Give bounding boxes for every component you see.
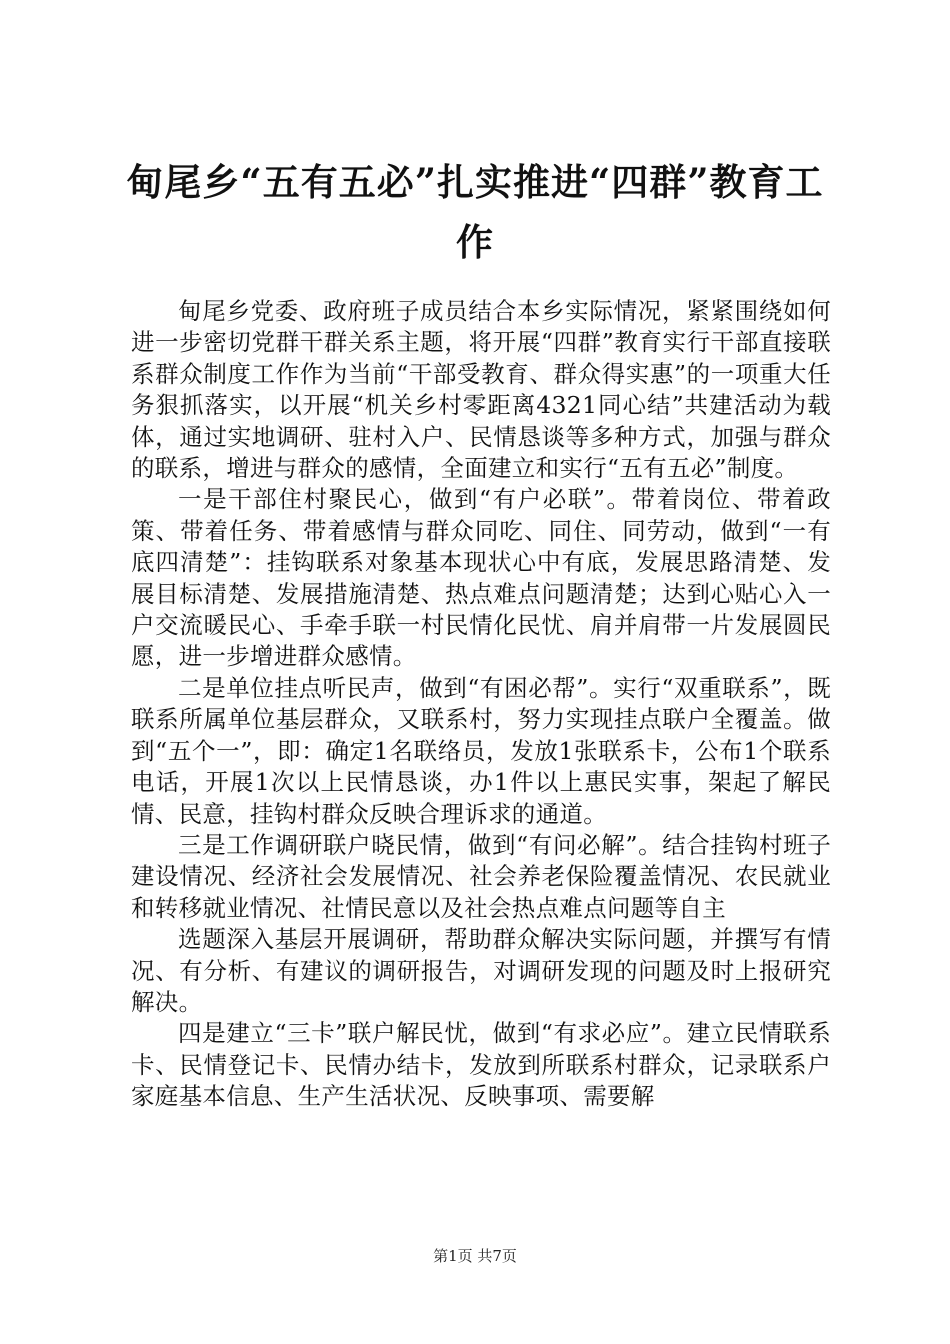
paragraph-intro: 甸尾乡党委、政府班子成员结合本乡实际情况，紧紧围绕如何进一步密切党群干群关系主题，将开展“四群”教育实行干部直接联系群众制度工作作为当前“干部受教育、群众得实惠”的一项重大任务狠抓落实，以开展“机关乡村零距离4321同心结”共建活动为载体，通过实地调研、驻村入户、民情恳谈等多种方式，加强与群众的联系，增进与群众的感情，全面建立和实行“五有五必”制度。	[131, 297, 831, 483]
page-number-footer: 第1页 共7页	[433, 1247, 517, 1265]
paragraph-point-two: 二是单位挂点听民声，做到“有困必帮”。实行“双重联系”，既联系所属单位基层群众，又联系村，努力实现挂点联户全覆盖。做到“五个一”，即：确定1名联络员，发放1张联系卡，公布1个联系电话，开展1次以上民情恳谈，办1件以上惠民实事，架起了解民情、民意，挂钩村群众反映合理诉求的通道。	[131, 673, 831, 828]
paragraph-point-three: 三是工作调研联户晓民情，做到“有问必解”。结合挂钩村班子建设情况、经济社会发展情况、社会养老保险覆盖情况、农民就业和转移就业情况、社情民意以及社会热点难点问题等自主	[131, 830, 831, 922]
paragraph-point-four: 四是建立“三卡”联户解民忧，做到“有求必应”。建立民情联系卡、民情登记卡、民情办结卡，发放到所联系村群众，记录联系户家庭基本信息、生产生活状况、反映事项、需要解	[131, 1019, 831, 1111]
document-body	[131, 296, 831, 1113]
paragraph-point-one: 一是干部住村聚民心，做到“有户必联”。带着岗位、带着政策、带着任务、带着感情与群众同吃、同住、同劳动，做到“一有底四清楚”：挂钩联系对象基本现状心中有底，发展思路清楚、发展目标清楚、发展措施清楚、热点难点问题清楚；达到心贴心入一户交流暖民心、手牵手联一村民情化民忧、肩并肩带一片发展圆民愿，进一步增进群众感情。	[131, 485, 831, 671]
document-title: 甸尾乡“五有五必”扎实推进“四群”教育工作	[126, 160, 824, 264]
paragraph-point-three-continued: 选题深入基层开展调研，帮助群众解决实际问题，并撰写有情况、有分析、有建议的调研报告，对调研发现的问题及时上报研究解决。	[131, 925, 831, 1016]
